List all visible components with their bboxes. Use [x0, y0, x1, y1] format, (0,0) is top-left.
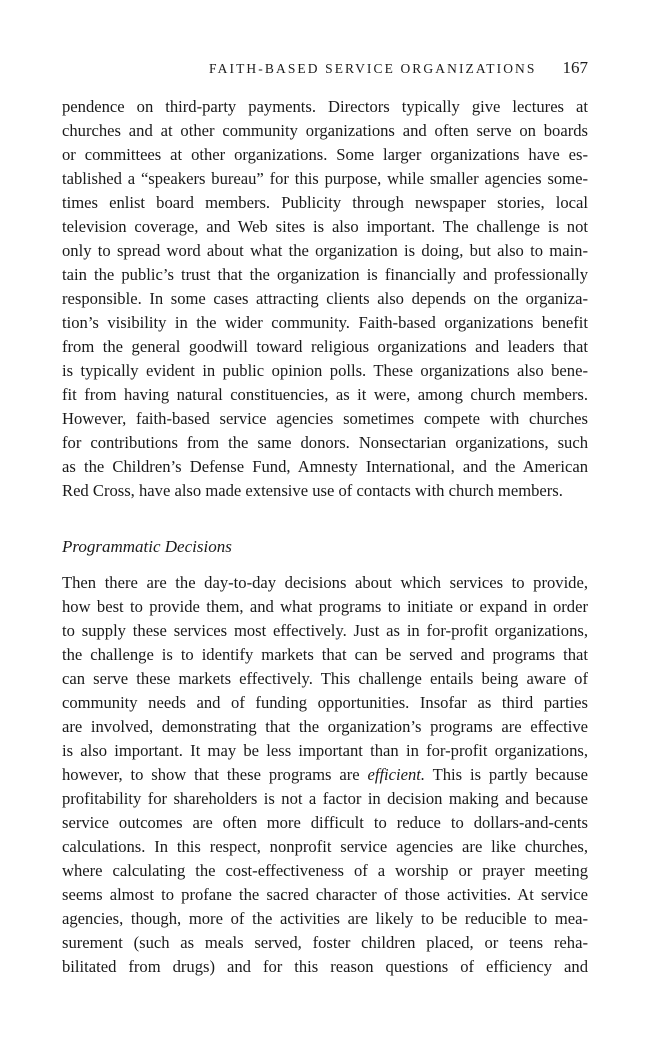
line-text: however, to show that these programs are: [62, 765, 368, 784]
running-title: FAITH-BASED SERVICE ORGANIZATIONS: [209, 61, 537, 76]
text-line: Red Cross, have also made extensive use of contacts with church members.: [62, 481, 563, 500]
text-line: how best to provide them, and what programs to initiate or expand in order: [62, 597, 588, 616]
text-line: Then there are the day-to-day decisions about which services to provide,: [62, 573, 588, 592]
text-line: churches and at other community organizations and often serve on boards: [62, 121, 588, 140]
text-line: fit from having natural constituencies, as it were, among church members.: [62, 385, 588, 404]
running-head: [62, 58, 588, 84]
text-line: from the general goodwill toward religious organizations and leaders that: [62, 337, 588, 356]
text-line: are involved, demonstrating that the organization’s programs are effective: [62, 717, 588, 736]
emphasized-word: efficient.: [367, 765, 426, 784]
text-line: calculations. In this respect, nonprofit service agencies are like churches,: [62, 837, 588, 856]
text-line: times enlist board members. Publicity through newspaper stories, local: [62, 193, 588, 212]
text-line: only to spread word about what the organization is doing, but also to main-: [62, 241, 588, 260]
text-line: agencies, though, more of the activities are likely to be reducible to mea-: [62, 909, 588, 928]
text-line: where calculating the cost-effectiveness of a worship or prayer meeting: [62, 861, 588, 880]
text-line: to supply these services most effectively. Just as in for-profit organizations,: [62, 621, 588, 640]
text-line: or committees at other organizations. Some larger organizations have es-: [62, 145, 588, 164]
text-line: is typically evident in public opinion polls. These organizations also bene-: [62, 361, 588, 380]
text-line: tion’s visibility in the wider community. Faith-based organizations benefit: [62, 313, 588, 332]
text-line: can serve these markets effectively. This challenge entails being aware of: [62, 669, 588, 688]
text-line: tain the public’s trust that the organization is financially and professionally: [62, 265, 588, 284]
page-number: 167: [562, 58, 588, 77]
text-line: bilitated from drugs) and for this reason questions of efficiency and: [62, 957, 588, 976]
text-line: surement (such as meals served, foster children placed, or teens reha-: [62, 933, 588, 952]
text-line: However, faith-based service agencies sometimes compete with churches: [62, 409, 588, 428]
line-text: This is partly because: [425, 765, 588, 784]
text-line: as the Children’s Defense Fund, Amnesty International, and the American: [62, 457, 588, 476]
section-heading: Programmatic Decisions: [62, 537, 232, 556]
text-line-with-emphasis: [62, 763, 588, 787]
text-line: tablished a “speakers bureau” for this purpose, while smaller agencies some-: [62, 169, 588, 188]
text-line: service outcomes are often more difficult to reduce to dollars-and-cents: [62, 813, 588, 832]
text-line: profitability for shareholders is not a factor in decision making and because: [62, 789, 588, 808]
text-line: television coverage, and Web sites is also important. The challenge is not: [62, 217, 588, 236]
text-line: for contributions from the same donors. Nonsectarian organizations, such: [62, 433, 588, 452]
text-line: the challenge is to identify markets that can be served and programs that: [62, 645, 588, 664]
text-line: responsible. In some cases attracting clients also depends on the organiza-: [62, 289, 588, 308]
text-line: pendence on third-party payments. Directors typically give lectures at: [62, 97, 588, 116]
text-line: seems almost to profane the sacred character of those activities. At service: [62, 885, 588, 904]
text-line: is also important. It may be less important than in for-profit organizations,: [62, 741, 588, 760]
text-line: community needs and of funding opportunities. Insofar as third parties: [62, 693, 588, 712]
